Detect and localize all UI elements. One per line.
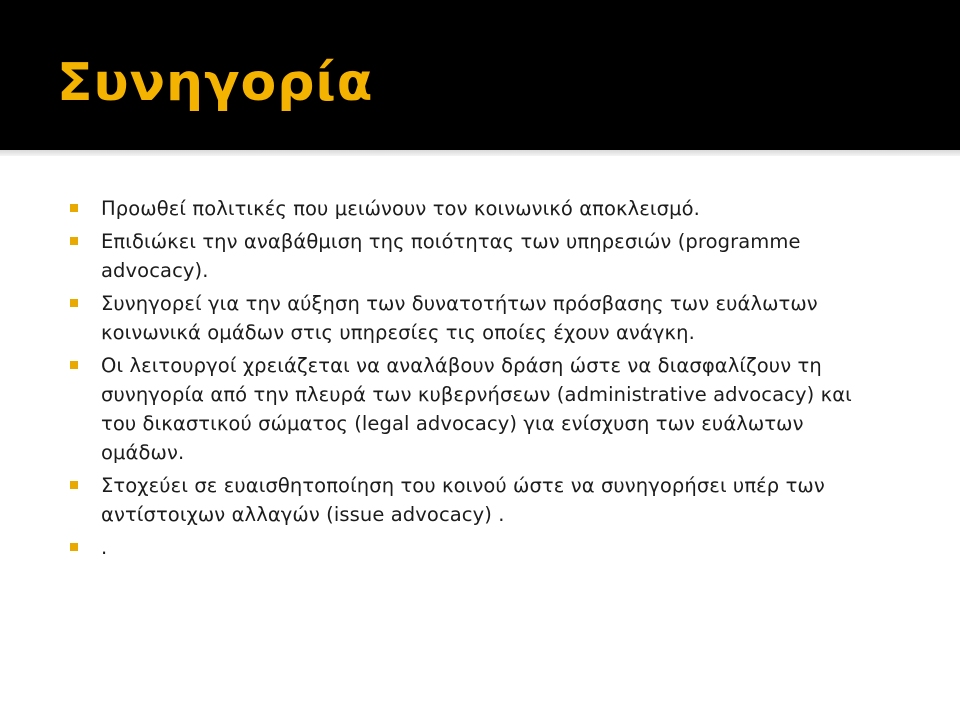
bullet-item — [70, 227, 890, 285]
bullet-item — [70, 351, 890, 467]
bullet-text: Στοχεύει σε ευαισθητοποίηση του κοινού ώστε να συνηγορήσει υπέρ των αντίστοιχων αλλαγών (issue advocacy) . — [101, 474, 825, 526]
bullet-text: Συνηγορεί για την αύξηση των δυνατοτήτων πρόσβασης των ευάλωτων κοινωνικά ομάδων στις υπηρεσίες τις οποίες έχουν ανάγκη. — [101, 292, 818, 344]
bullet-item — [70, 289, 890, 347]
bullet-text: Προωθεί πολιτικές που μειώνουν τον κοινωνικό αποκλεισμό. — [101, 197, 700, 220]
title-divider — [0, 150, 960, 156]
bullet-text: Επιδιώκει την αναβάθμιση της ποιότητας των υπηρεσιών (programme advocacy). — [101, 230, 801, 282]
bullet-item — [70, 533, 890, 562]
bullet-text: Οι λειτουργοί χρειάζεται να αναλάβουν δράση ώστε να διασφαλίζουν τη συνηγορία από την πλευρά των κυβερνήσεων (administrative advocacy) και του δικαστικού σώματος (legal advocacy) για ενίσχυση των ευάλωτων ομάδων. — [101, 354, 852, 464]
bullet-text: . — [101, 536, 108, 559]
square-bullet-icon — [70, 361, 78, 369]
bullet-item — [70, 194, 890, 223]
bullet-item — [70, 471, 890, 529]
square-bullet-icon — [70, 299, 78, 307]
square-bullet-icon — [70, 481, 78, 489]
square-bullet-icon — [70, 237, 78, 245]
square-bullet-icon — [70, 204, 78, 212]
slide-title: Συνηγορία — [57, 53, 374, 113]
square-bullet-icon — [70, 543, 78, 551]
bullet-list — [70, 194, 890, 566]
